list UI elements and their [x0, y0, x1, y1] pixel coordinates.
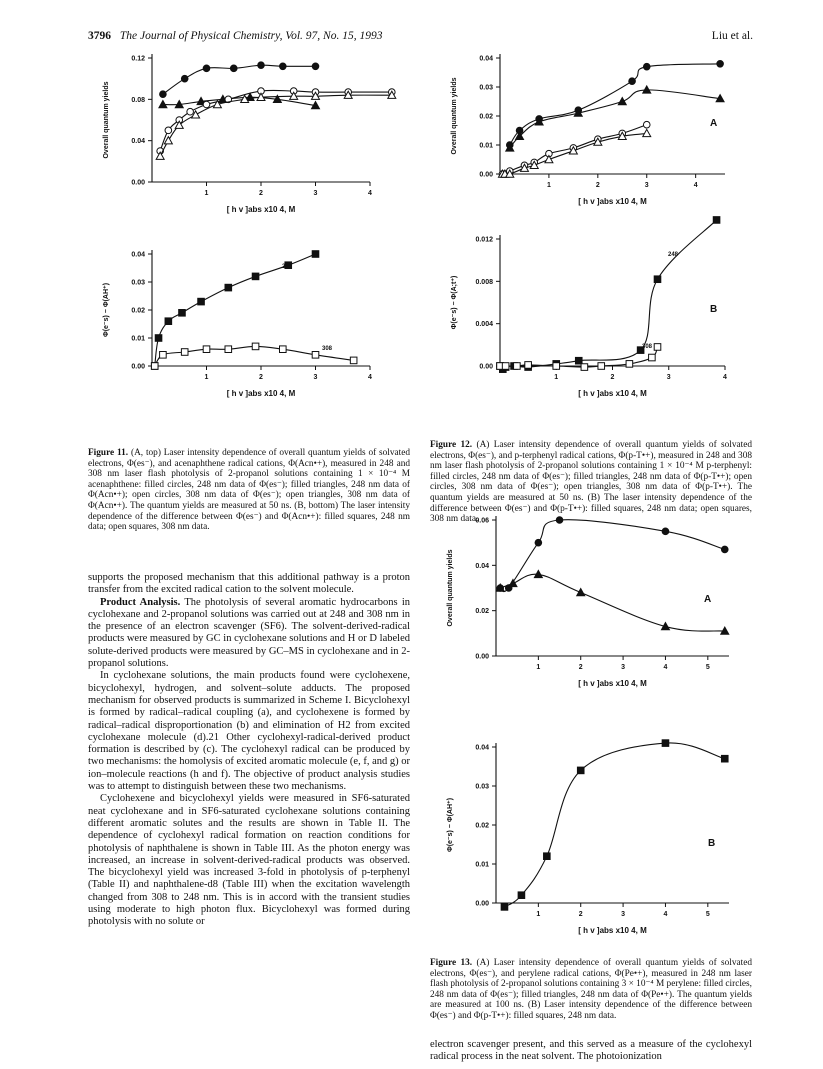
series-label-248: 248 [668, 252, 679, 258]
y-tick-label: 0.00 [479, 171, 493, 179]
figure-12-label: Figure 12. [430, 440, 473, 450]
y-tick-label: 0.02 [131, 307, 145, 315]
x-axis-label: [ h v ]abs x10 4, M [226, 389, 296, 398]
x-tick-label: 5 [705, 664, 710, 671]
series-line [504, 743, 724, 907]
y-axis-label: Φ(e⁻s) − Φ(AH⁺) [103, 282, 110, 338]
y-tick-label: 0.008 [475, 278, 493, 286]
y-tick-label: 0.04 [131, 251, 145, 259]
y-tick-label: 0.00 [475, 653, 489, 661]
panel-label: B [708, 838, 716, 849]
figure-11-text: (A, top) Laser intensity dependence of overall quantum yields of solvated electrons, Φ(es⁻), and acenaphthene radical cations, Φ(Acn•+), measured in 248 and 308 nm laser flash photolysis of 2-propanol solutions containing 1 × 10⁻⁴ M acenaphthene: filled circles, 248 nm data of Φ(es⁻); filled triangles, 248 nm data of Φ(Acn•+); open circles, 308 nm data of Φ(es⁻); open triangles, 308 nm data of Φ(Acn•+). The quantum yields are measured at 50 ns. (B, bottom) The laser intensity dependence of the difference between Φ(es⁻) and Φ(Acn•+): filled squares, 248 nm data; open squares, 308 nm data. [88, 448, 411, 533]
x-axis-label: [ h v ]abs x10 4, M [578, 926, 647, 935]
y-tick-label: 0.02 [479, 113, 493, 121]
x-tick-label: 4 [368, 190, 372, 197]
y-axis-label: Overall quantum yields [447, 549, 454, 627]
y-tick-label: 0.04 [475, 562, 489, 570]
y-tick-label: 0.00 [475, 900, 489, 908]
x-tick-label: 4 [368, 374, 372, 381]
y-tick-label: 0.01 [479, 142, 493, 150]
filled-square-point [721, 755, 728, 762]
figure-11-caption [88, 448, 410, 533]
series-label-248: 248 [282, 264, 293, 270]
x-tick-label: 4 [663, 664, 668, 671]
x-tick-label: 3 [621, 664, 626, 671]
journal-title: The Journal of Physical Chemistry, Vol. 97, No. 15, 1993 [119, 30, 383, 42]
x-tick-label: 4 [663, 911, 668, 918]
x-axis-label: [ h v ]abs x10 4, M [578, 389, 647, 398]
figure-11-label: Figure 11. [88, 448, 129, 458]
x-tick-label: 1 [204, 190, 209, 197]
y-tick-label: 0.01 [475, 861, 489, 869]
y-tick-label: 0.04 [475, 744, 489, 752]
x-tick-label: 2 [259, 374, 263, 381]
figure-12-caption [430, 440, 752, 525]
body-left-column [88, 572, 410, 929]
filled-square-point [577, 767, 584, 774]
figure-12-text: (A) Laser intensity dependence of overall quantum yields of solvated electrons, Φ(es⁻), and p-terphenyl radical cations, Φ(p-T•+), measured in 248 and 308 nm laser flash photolysis of 2-propanol solutions containing 1 × 10⁻⁴ M p-terphenyl: filled circles, 248 nm data of Φ(es⁻); filled triangles, 248 nm data of Φ(p-T•+); open circles, 308 nm data of Φ(es⁻); open triangles, 308 nm data of Φ(p-T•+). The quantum yields are measured at 50 ns. (B) The laser intensity dependence of the difference between Φ(es⁻) and Φ(p-T•+): filled squares, 248 nm data; open squares, 308 nm data. [430, 440, 753, 525]
x-tick-label: 2 [578, 664, 583, 671]
y-tick-label: 0.01 [131, 335, 145, 343]
body-paragraph [88, 597, 410, 671]
body-paragraph-text: The photolysis of several aromatic hydrocarbons in cyclohexane and 2-propanol solutions was carried out at 248 and 308 nm in the presence of an electron scavenger (SF6). The solvent-derived-radical products were measured by GC in cyclohexane solutions and H or D labeled solute-derived products were measured by GC–MS in cyclohexane and in 2-propanol solutions. [88, 596, 411, 670]
y-tick-label: 0.06 [475, 517, 489, 525]
section-heading: Product Analysis. [100, 596, 181, 608]
y-tick-label: 0.03 [131, 279, 145, 287]
x-axis-label: [ h v ]abs x10 4, M [578, 197, 647, 206]
x-axis-label: [ h v ]abs x10 4, M [578, 679, 647, 688]
y-tick-label: 0.004 [475, 321, 493, 329]
y-tick-label: 0.12 [131, 55, 145, 63]
y-tick-label: 0.02 [475, 608, 489, 616]
x-tick-label: 2 [595, 182, 600, 189]
panel-label: B [710, 304, 718, 315]
panel-label: A [710, 118, 718, 129]
filled-square-point [518, 892, 525, 899]
y-tick-label: 0.00 [131, 363, 145, 371]
y-tick-label: 0.02 [475, 822, 489, 830]
y-axis-label: Φ(e⁻s) − Φ(AH⁺) [447, 797, 454, 853]
y-tick-label: 0.08 [131, 96, 145, 104]
figure-13-label: Figure 13. [430, 958, 473, 968]
y-axis-label: Overall quantum yields [103, 81, 110, 159]
x-tick-label: 4 [723, 374, 727, 381]
x-tick-label: 2 [610, 374, 615, 381]
filled-square-point [662, 740, 669, 747]
series-label-308: 308 [322, 346, 333, 352]
x-tick-label: 4 [693, 182, 698, 189]
x-tick-label: 3 [644, 182, 649, 189]
x-axis-label: [ h v ]abs x10 4, M [226, 205, 296, 214]
x-tick-label: 1 [536, 911, 541, 918]
filled-square-point [544, 853, 551, 860]
figure-13-caption [430, 958, 752, 1022]
x-tick-label: 1 [536, 664, 541, 671]
x-tick-label: 3 [621, 911, 626, 918]
y-tick-label: 0.04 [131, 138, 145, 146]
figure-13-text: (A) Laser intensity dependence of overall quantum yields of solvated electrons, Φ(es⁻), and perylene radical cations, Φ(Pe•+), measured in 248 nm laser flash photolysis of 2-propanol solutions containing 3 × 10⁻⁴ M perylene: filled circles, 248 nm data of Φ(es⁻); filled triangles, 248 nm data of Φ(Pe•+). The quantum yields are measured at 100 ns. (B) Laser intensity dependence of the difference between Φ(es⁻) and Φ(p-T•+): filled squares, 248 nm data. [430, 958, 753, 1021]
x-tick-label: 2 [259, 190, 263, 197]
y-tick-label: 0.03 [475, 783, 489, 791]
x-tick-label: 3 [313, 190, 318, 197]
filled-square-point [501, 904, 508, 911]
x-tick-label: 1 [204, 374, 209, 381]
panel-label: A [704, 594, 712, 605]
series-label-308: 308 [642, 344, 653, 350]
x-tick-label: 1 [546, 182, 551, 189]
x-tick-label: 2 [578, 911, 583, 918]
body-paragraph: Cyclohexene and bicyclohexyl yields were measured in SF6-saturated neat cyclohexane and in SF6-saturated cyclohexane solutions containing different aromatic solutes and the results are shown in Table II. The dependence of cyclohexyl radical formation on reaction conditions for photolysis of naphthalene is shown in Table III. As the photon energy was increased, an increase in solvent-derived-radical products was observed. The bicyclohexyl yield was increased 3-fold in photolysis of p-terphenyl (Table II) and naphthalene-d8 (Table III) when the excitation wavelength changed from 308 to 248 nm. This is in accord with the transient studies using moderate to high photon flux. Bicyclohexyl was formed during photolysis with no solute or [88, 793, 410, 928]
body-paragraph: In cyclohexane solutions, the main products found were cyclohexene, bicyclohexyl, hydrogen, and solvent–solute adducts. The proposed mechanism for observed products is summarized in Scheme I. Bicyclohexyl is formed by radical–radical coupling (a), and cyclohexene is formed by radical–radical disproportionation (b) and elimination of H2 from excited cyclohexane molecule (d).21 Other cyclohexyl-radical-derived product formation is described by (c). The cyclohexyl radical can be produced by two mechanisms: the homolysis of excited aromatic molecule (e, f, and g) or ion–molecule reactions (h and f). The objective of product analysis studies was to attempt to distinguish between these two mechanisms. [88, 670, 410, 793]
x-tick-label: 1 [554, 374, 559, 381]
y-axis-label: Overall quantum yields [451, 77, 458, 155]
y-tick-label: 0.03 [479, 84, 493, 92]
x-tick-label: 3 [666, 374, 671, 381]
x-tick-label: 5 [705, 911, 710, 918]
y-axis-label: Φ(e⁻s) − Φ(A;t⁺) [451, 275, 458, 330]
body-paragraph: supports the proposed mechanism that this additional pathway is a proton transfer from the excited radical cation to the solvent molecule. [88, 572, 410, 596]
body-right-column [430, 1039, 752, 1064]
header-authors: Liu et al. [711, 30, 753, 42]
x-tick-label: 3 [313, 374, 318, 381]
y-tick-label: 0.00 [131, 179, 145, 187]
y-tick-label: 0.00 [479, 363, 493, 371]
body-paragraph: electron scavenger present, and this served as a measure of the cyclohexyl radical process in the neat solvent. The photoionization [430, 1039, 752, 1063]
y-tick-label: 0.012 [475, 236, 493, 244]
page-number: 3796 [88, 30, 111, 42]
y-tick-label: 0.04 [479, 55, 493, 63]
